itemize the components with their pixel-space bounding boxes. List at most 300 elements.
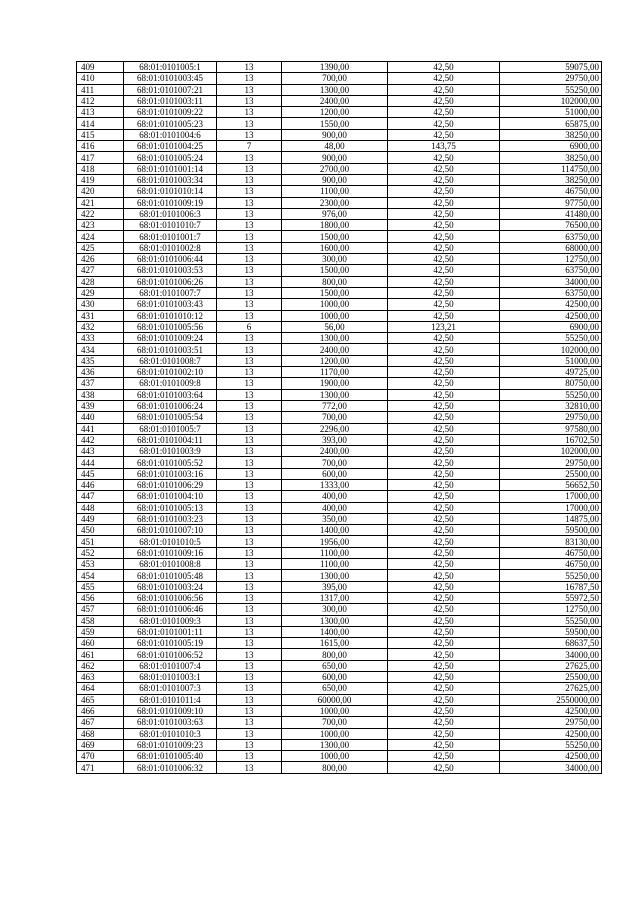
category-cell: 13 [217, 446, 282, 457]
amount-cell: 41480,00 [500, 208, 602, 219]
category-cell: 13 [217, 672, 282, 683]
table-row [77, 333, 602, 344]
area-cell: 700,00 [282, 457, 388, 468]
category-cell: 13 [217, 717, 282, 728]
amount-cell: 55250,00 [500, 84, 602, 95]
category-cell: 13 [217, 592, 282, 603]
area-cell: 1000,00 [282, 705, 388, 716]
cadastral-number-cell: 68:01:0101005:52 [124, 457, 217, 468]
category-cell: 13 [217, 107, 282, 118]
area-cell: 1500,00 [282, 231, 388, 242]
category-cell: 13 [217, 739, 282, 750]
row-number-cell: 444 [77, 457, 124, 468]
row-number-cell: 423 [77, 220, 124, 231]
area-cell: 300,00 [282, 604, 388, 615]
table-row [77, 254, 602, 265]
row-number-cell: 457 [77, 604, 124, 615]
category-cell: 6 [217, 321, 282, 332]
amount-cell: 56652,50 [500, 479, 602, 490]
table-row [77, 367, 602, 378]
area-cell: 2296,00 [282, 423, 388, 434]
row-number-cell: 443 [77, 446, 124, 457]
amount-cell: 63750,00 [500, 287, 602, 298]
table-row [77, 378, 602, 389]
category-cell: 13 [217, 186, 282, 197]
table-row [77, 638, 602, 649]
rate-cell: 42,50 [388, 95, 500, 106]
rate-cell: 42,50 [388, 638, 500, 649]
rate-cell: 42,50 [388, 310, 500, 321]
row-number-cell: 442 [77, 434, 124, 445]
category-cell: 13 [217, 174, 282, 185]
rate-cell: 42,50 [388, 355, 500, 366]
table-row [77, 242, 602, 253]
rate-cell: 42,50 [388, 73, 500, 84]
table-row [77, 310, 602, 321]
rate-cell: 42,50 [388, 231, 500, 242]
area-cell: 400,00 [282, 502, 388, 513]
area-cell: 1333,00 [282, 479, 388, 490]
amount-cell: 25500,00 [500, 672, 602, 683]
rate-cell: 42,50 [388, 163, 500, 174]
row-number-cell: 449 [77, 513, 124, 524]
amount-cell: 55250,00 [500, 615, 602, 626]
category-cell: 13 [217, 254, 282, 265]
cadastral-number-cell: 68:01:0101007:4 [124, 660, 217, 671]
rate-cell: 42,50 [388, 333, 500, 344]
cadastral-number-cell: 68:01:0101010:14 [124, 186, 217, 197]
cadastral-number-cell: 68:01:0101008:7 [124, 355, 217, 366]
rate-cell: 42,50 [388, 208, 500, 219]
cadastral-number-cell: 68:01:0101004:11 [124, 434, 217, 445]
row-number-cell: 414 [77, 118, 124, 129]
cadastral-number-cell: 68:01:0101003:1 [124, 672, 217, 683]
table-row [77, 287, 602, 298]
area-cell: 1600,00 [282, 242, 388, 253]
rate-cell: 42,50 [388, 129, 500, 140]
category-cell: 13 [217, 163, 282, 174]
cadastral-number-cell: 68:01:0101010:5 [124, 536, 217, 547]
table-row [77, 107, 602, 118]
table-row [77, 694, 602, 705]
category-cell: 13 [217, 457, 282, 468]
cadastral-number-cell: 68:01:0101003:9 [124, 446, 217, 457]
category-cell: 13 [217, 638, 282, 649]
rate-cell: 42,50 [388, 751, 500, 762]
cadastral-number-cell: 68:01:0101006:32 [124, 762, 217, 773]
rate-cell: 42,50 [388, 468, 500, 479]
area-cell: 1000,00 [282, 751, 388, 762]
area-cell: 1615,00 [282, 638, 388, 649]
table-row [77, 163, 602, 174]
cadastral-number-cell: 68:01:0101005:24 [124, 152, 217, 163]
rate-cell: 42,50 [388, 344, 500, 355]
category-cell: 13 [217, 378, 282, 389]
table-row [77, 683, 602, 694]
category-cell: 13 [217, 344, 282, 355]
category-cell: 13 [217, 62, 282, 73]
table-row [77, 751, 602, 762]
table-row [77, 412, 602, 423]
table-row [77, 355, 602, 366]
category-cell: 13 [217, 73, 282, 84]
area-cell: 1200,00 [282, 355, 388, 366]
category-cell: 13 [217, 389, 282, 400]
cadastral-number-cell: 68:01:0101006:46 [124, 604, 217, 615]
area-cell: 1170,00 [282, 367, 388, 378]
cadastral-number-cell: 68:01:0101006:44 [124, 254, 217, 265]
amount-cell: 42500,00 [500, 751, 602, 762]
row-number-cell: 468 [77, 728, 124, 739]
amount-cell: 102000,00 [500, 446, 602, 457]
area-cell: 1800,00 [282, 220, 388, 231]
amount-cell: 29750,00 [500, 73, 602, 84]
category-cell: 13 [217, 299, 282, 310]
row-number-cell: 458 [77, 615, 124, 626]
amount-cell: 34000,00 [500, 649, 602, 660]
amount-cell: 59500,00 [500, 525, 602, 536]
row-number-cell: 421 [77, 197, 124, 208]
cadastral-number-cell: 68:01:0101003:11 [124, 95, 217, 106]
area-cell: 1300,00 [282, 739, 388, 750]
amount-cell: 16702,50 [500, 434, 602, 445]
table-row [77, 728, 602, 739]
area-cell: 1900,00 [282, 378, 388, 389]
rate-cell: 42,50 [388, 739, 500, 750]
cadastral-number-cell: 68:01:0101004:25 [124, 141, 217, 152]
rate-cell: 42,50 [388, 378, 500, 389]
category-cell: 13 [217, 287, 282, 298]
cadastral-number-cell: 68:01:0101003:34 [124, 174, 217, 185]
row-number-cell: 461 [77, 649, 124, 660]
table-row [77, 62, 602, 73]
amount-cell: 102000,00 [500, 95, 602, 106]
rate-cell: 42,50 [388, 491, 500, 502]
cadastral-number-cell: 68:01:0101004:10 [124, 491, 217, 502]
cadastral-number-cell: 68:01:0101009:10 [124, 705, 217, 716]
row-number-cell: 466 [77, 705, 124, 716]
rate-cell: 42,50 [388, 581, 500, 592]
row-number-cell: 419 [77, 174, 124, 185]
category-cell: 13 [217, 197, 282, 208]
area-cell: 2300,00 [282, 197, 388, 208]
row-number-cell: 453 [77, 559, 124, 570]
rate-cell: 42,50 [388, 242, 500, 253]
table-row [77, 660, 602, 671]
category-cell: 7 [217, 141, 282, 152]
category-cell: 13 [217, 242, 282, 253]
row-number-cell: 447 [77, 491, 124, 502]
area-cell: 650,00 [282, 683, 388, 694]
row-number-cell: 438 [77, 389, 124, 400]
table-row [77, 73, 602, 84]
category-cell: 13 [217, 525, 282, 536]
amount-cell: 12750,00 [500, 604, 602, 615]
rate-cell: 42,50 [388, 287, 500, 298]
amount-cell: 14875,00 [500, 513, 602, 524]
amount-cell: 55250,00 [500, 333, 602, 344]
category-cell: 13 [217, 694, 282, 705]
cadastral-number-cell: 68:01:0101005:48 [124, 570, 217, 581]
row-number-cell: 465 [77, 694, 124, 705]
amount-cell: 42500,00 [500, 310, 602, 321]
rate-cell: 42,50 [388, 254, 500, 265]
row-number-cell: 456 [77, 592, 124, 603]
table-row [77, 762, 602, 773]
cadastral-number-cell: 68:01:0101005:54 [124, 412, 217, 423]
cadastral-number-cell: 68:01:0101005:40 [124, 751, 217, 762]
amount-cell: 80750,00 [500, 378, 602, 389]
area-cell: 2400,00 [282, 344, 388, 355]
area-cell: 1300,00 [282, 84, 388, 95]
amount-cell: 17000,00 [500, 491, 602, 502]
table-row [77, 717, 602, 728]
category-cell: 13 [217, 728, 282, 739]
area-cell: 1300,00 [282, 615, 388, 626]
amount-cell: 27625,00 [500, 683, 602, 694]
amount-cell: 29750,00 [500, 717, 602, 728]
row-number-cell: 455 [77, 581, 124, 592]
row-number-cell: 452 [77, 547, 124, 558]
category-cell: 13 [217, 705, 282, 716]
amount-cell: 17000,00 [500, 502, 602, 513]
cadastral-number-cell: 68:01:0101006:52 [124, 649, 217, 660]
rate-cell: 42,50 [388, 107, 500, 118]
cadastral-number-cell: 68:01:0101003:24 [124, 581, 217, 592]
table-row [77, 592, 602, 603]
area-cell: 1400,00 [282, 626, 388, 637]
cadastral-number-cell: 68:01:0101009:24 [124, 333, 217, 344]
cadastral-number-cell: 68:01:0101008:8 [124, 559, 217, 570]
cadastral-number-cell: 68:01:0101003:53 [124, 265, 217, 276]
table-row [77, 739, 602, 750]
cadastral-number-cell: 68:01:0101010:7 [124, 220, 217, 231]
table-row [77, 344, 602, 355]
category-cell: 13 [217, 310, 282, 321]
table-row [77, 174, 602, 185]
table-row [77, 208, 602, 219]
area-cell: 1200,00 [282, 107, 388, 118]
row-number-cell: 470 [77, 751, 124, 762]
category-cell: 13 [217, 265, 282, 276]
area-cell: 1500,00 [282, 265, 388, 276]
amount-cell: 65875,00 [500, 118, 602, 129]
cadastral-number-cell: 68:01:0101003:23 [124, 513, 217, 524]
table-row [77, 502, 602, 513]
category-cell: 13 [217, 502, 282, 513]
amount-cell: 2550000,00 [500, 694, 602, 705]
area-cell: 976,00 [282, 208, 388, 219]
amount-cell: 49725,00 [500, 367, 602, 378]
rate-cell: 42,50 [388, 367, 500, 378]
row-number-cell: 428 [77, 276, 124, 287]
amount-cell: 42500,00 [500, 299, 602, 310]
table-row [77, 468, 602, 479]
amount-cell: 34000,00 [500, 762, 602, 773]
cadastral-number-cell: 68:01:0101009:8 [124, 378, 217, 389]
area-cell: 48,00 [282, 141, 388, 152]
cadastral-number-cell: 68:01:0101010:3 [124, 728, 217, 739]
area-cell: 650,00 [282, 660, 388, 671]
area-cell: 400,00 [282, 491, 388, 502]
amount-cell: 51000,00 [500, 107, 602, 118]
cadastral-number-cell: 68:01:0101010:12 [124, 310, 217, 321]
row-number-cell: 411 [77, 84, 124, 95]
amount-cell: 38250,00 [500, 174, 602, 185]
area-cell: 60000,00 [282, 694, 388, 705]
amount-cell: 76500,00 [500, 220, 602, 231]
category-cell: 13 [217, 400, 282, 411]
table-row [77, 423, 602, 434]
table-row [77, 581, 602, 592]
area-cell: 1100,00 [282, 186, 388, 197]
amount-cell: 102000,00 [500, 344, 602, 355]
area-cell: 700,00 [282, 412, 388, 423]
rate-cell: 42,50 [388, 592, 500, 603]
cadastral-number-cell: 68:01:0101007:10 [124, 525, 217, 536]
row-number-cell: 435 [77, 355, 124, 366]
area-cell: 1550,00 [282, 118, 388, 129]
rate-cell: 42,50 [388, 717, 500, 728]
rate-cell: 42,50 [388, 299, 500, 310]
area-cell: 800,00 [282, 276, 388, 287]
row-number-cell: 410 [77, 73, 124, 84]
rate-cell: 42,50 [388, 186, 500, 197]
row-number-cell: 454 [77, 570, 124, 581]
amount-cell: 55972,50 [500, 592, 602, 603]
rate-cell: 42,50 [388, 559, 500, 570]
rate-cell: 42,50 [388, 152, 500, 163]
category-cell: 13 [217, 333, 282, 344]
amount-cell: 55250,00 [500, 389, 602, 400]
amount-cell: 12750,00 [500, 254, 602, 265]
cadastral-number-cell: 68:01:0101005:1 [124, 62, 217, 73]
cadastral-number-cell: 68:01:0101003:43 [124, 299, 217, 310]
row-number-cell: 446 [77, 479, 124, 490]
row-number-cell: 469 [77, 739, 124, 750]
amount-cell: 55250,00 [500, 570, 602, 581]
rate-cell: 42,50 [388, 604, 500, 615]
table-row [77, 118, 602, 129]
category-cell: 13 [217, 683, 282, 694]
rate-cell: 42,50 [388, 446, 500, 457]
row-number-cell: 418 [77, 163, 124, 174]
rate-cell: 42,50 [388, 265, 500, 276]
area-cell: 900,00 [282, 152, 388, 163]
table-row [77, 141, 602, 152]
rate-cell: 42,50 [388, 84, 500, 95]
row-number-cell: 432 [77, 321, 124, 332]
cadastral-number-cell: 68:01:0101001:7 [124, 231, 217, 242]
area-cell: 1300,00 [282, 389, 388, 400]
area-cell: 350,00 [282, 513, 388, 524]
row-number-cell: 437 [77, 378, 124, 389]
amount-cell: 34000,00 [500, 276, 602, 287]
cadastral-number-cell: 68:01:0101009:22 [124, 107, 217, 118]
cadastral-number-cell: 68:01:0101005:7 [124, 423, 217, 434]
amount-cell: 51000,00 [500, 355, 602, 366]
category-cell: 13 [217, 208, 282, 219]
rate-cell: 42,50 [388, 502, 500, 513]
cadastral-number-cell: 68:01:0101005:23 [124, 118, 217, 129]
amount-cell: 16787,50 [500, 581, 602, 592]
cadastral-number-cell: 68:01:0101006:56 [124, 592, 217, 603]
cadastral-number-cell: 68:01:0101006:29 [124, 479, 217, 490]
area-cell: 600,00 [282, 672, 388, 683]
cadastral-number-cell: 68:01:0101002:8 [124, 242, 217, 253]
amount-cell: 68000,00 [500, 242, 602, 253]
rate-cell: 123,21 [388, 321, 500, 332]
amount-cell: 27625,00 [500, 660, 602, 671]
area-cell: 1000,00 [282, 310, 388, 321]
table-row [77, 197, 602, 208]
amount-cell: 6900,00 [500, 321, 602, 332]
area-cell: 2400,00 [282, 95, 388, 106]
category-cell: 13 [217, 615, 282, 626]
table-row [77, 389, 602, 400]
row-number-cell: 426 [77, 254, 124, 265]
rate-cell: 42,50 [388, 705, 500, 716]
category-cell: 13 [217, 762, 282, 773]
row-number-cell: 436 [77, 367, 124, 378]
rate-cell: 42,50 [388, 547, 500, 558]
rate-cell: 42,50 [388, 525, 500, 536]
row-number-cell: 450 [77, 525, 124, 536]
table-row [77, 513, 602, 524]
area-cell: 900,00 [282, 174, 388, 185]
amount-cell: 97750,00 [500, 197, 602, 208]
table-row [77, 604, 602, 615]
cadastral-number-cell: 68:01:0101006:26 [124, 276, 217, 287]
area-cell: 800,00 [282, 649, 388, 660]
row-number-cell: 420 [77, 186, 124, 197]
table-row [77, 479, 602, 490]
amount-cell: 25500,00 [500, 468, 602, 479]
rate-cell: 42,50 [388, 513, 500, 524]
area-cell: 1300,00 [282, 570, 388, 581]
rate-cell: 42,50 [388, 174, 500, 185]
table-row [77, 559, 602, 570]
rate-cell: 42,50 [388, 660, 500, 671]
cadastral-number-cell: 68:01:0101003:45 [124, 73, 217, 84]
rate-cell: 42,50 [388, 536, 500, 547]
amount-cell: 32810,00 [500, 400, 602, 411]
table-row [77, 570, 602, 581]
cadastral-number-cell: 68:01:0101003:63 [124, 717, 217, 728]
rate-cell: 42,50 [388, 412, 500, 423]
area-cell: 1100,00 [282, 547, 388, 558]
category-cell: 13 [217, 479, 282, 490]
table-row [77, 446, 602, 457]
category-cell: 13 [217, 84, 282, 95]
row-number-cell: 462 [77, 660, 124, 671]
table-row [77, 626, 602, 637]
table-row [77, 457, 602, 468]
amount-cell: 42500,00 [500, 728, 602, 739]
rate-cell: 42,50 [388, 434, 500, 445]
area-cell: 772,00 [282, 400, 388, 411]
cadastral-number-cell: 68:01:0101009:16 [124, 547, 217, 558]
area-cell: 1400,00 [282, 525, 388, 536]
rate-cell: 42,50 [388, 728, 500, 739]
row-number-cell: 434 [77, 344, 124, 355]
table-row [77, 536, 602, 547]
area-cell: 1300,00 [282, 333, 388, 344]
area-cell: 395,00 [282, 581, 388, 592]
cadastral-number-cell: 68:01:0101002:10 [124, 367, 217, 378]
rate-cell: 42,50 [388, 683, 500, 694]
table-row [77, 400, 602, 411]
